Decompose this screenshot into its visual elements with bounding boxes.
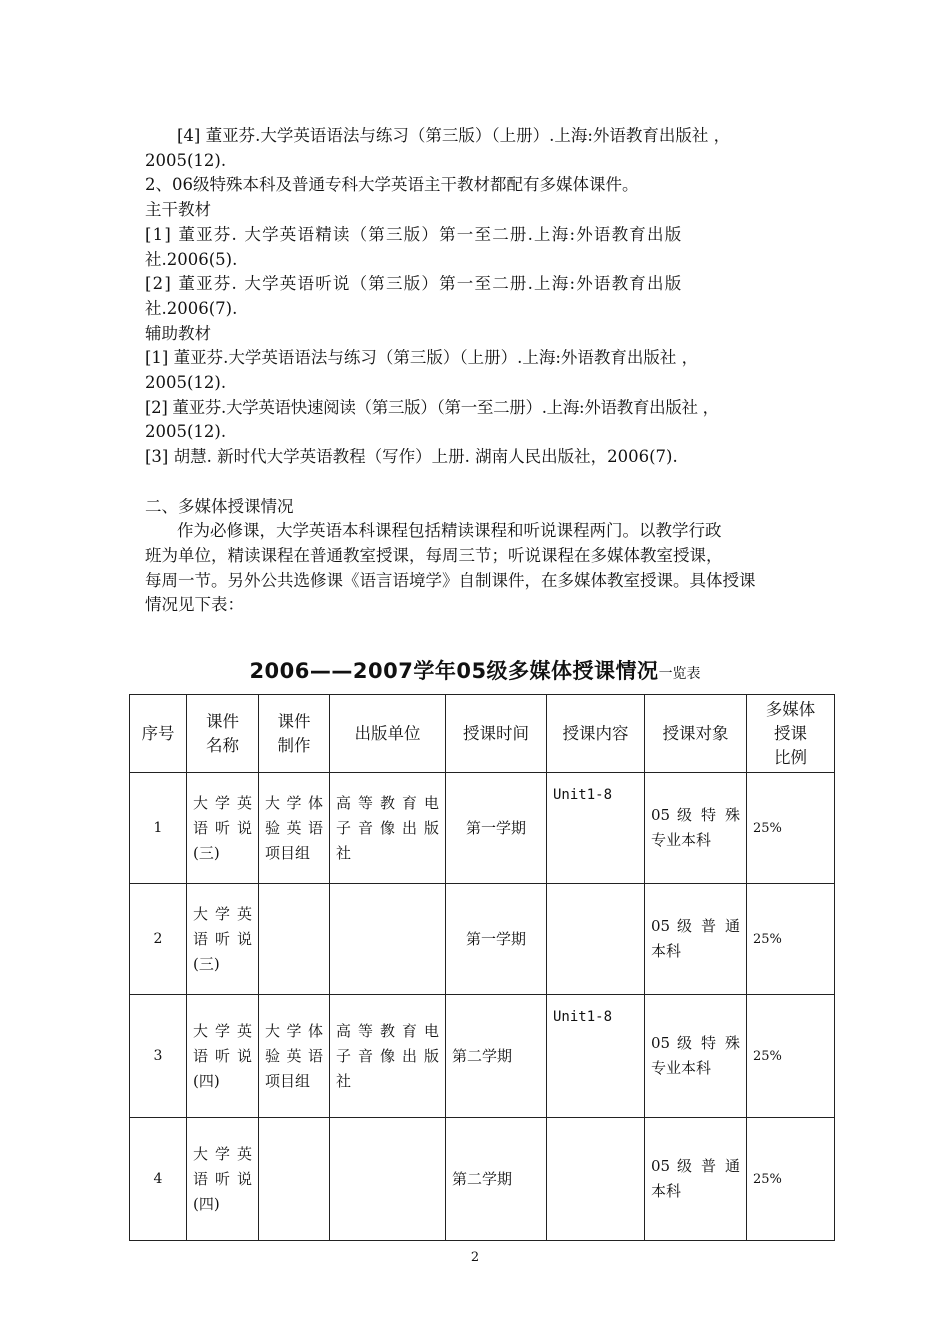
table-row	[130, 1118, 835, 1241]
cell-publisher: 高等教育电 子音像出版 社	[330, 773, 446, 884]
paragraph-line: 情况见下表：	[145, 595, 244, 615]
cell-publisher: 高等教育电 子音像出版 社	[330, 995, 446, 1118]
multimedia-course-table	[129, 694, 835, 1241]
reference-line: [1] 董亚芬. 大学英语精读（第三版）第一至二册.上海:外语教育出版	[145, 224, 683, 244]
table-title	[0, 655, 950, 685]
cell-content	[547, 884, 645, 995]
cell-ratio: 25%	[747, 884, 835, 995]
cell-maker	[259, 1118, 330, 1241]
cell-publisher	[330, 884, 446, 995]
header-target: 授课对象	[645, 695, 747, 773]
section-heading: 二、多媒体授课情况	[145, 496, 294, 516]
cell-no: 1	[130, 773, 187, 884]
spacer	[145, 470, 815, 495]
header-content: 授课内容	[547, 695, 645, 773]
heading-aux-materials: 辅助教材	[145, 323, 211, 343]
header-ratio: 多媒体 授课 比例	[747, 695, 835, 773]
cell-name: 大学英 语听说 (三)	[187, 773, 259, 884]
header-time: 授课时间	[446, 695, 547, 773]
header-name: 课件 名称	[187, 695, 259, 773]
table-title-main: 2006——2007学年05级多媒体授课情况	[249, 659, 659, 683]
cell-time: 第二学期	[446, 1118, 547, 1241]
cell-ratio: 25%	[747, 1118, 835, 1241]
heading-main-materials: 主干教材	[145, 200, 211, 220]
cell-content: Unit1-8	[547, 773, 645, 884]
reference-line: 社.2006(5).	[145, 249, 238, 269]
cell-maker: 大学体 验英语 项目组	[259, 773, 330, 884]
cell-target: 05 级 特 殊 专业本科	[645, 995, 747, 1118]
reference-line: [3] 胡慧. 新时代大学英语教程（写作）上册. 湖南人民出版社，2006(7).	[145, 447, 678, 467]
table-title-suffix: 一览表	[658, 666, 701, 682]
cell-name: 大学英 语听说 (四)	[187, 1118, 259, 1241]
cell-maker	[259, 884, 330, 995]
reference-line: 2005(12).	[145, 422, 227, 442]
reference-line: [2] 董亚芬.大学英语快速阅读（第三版）（第一至二册）.上海:外语教育出版社 ，	[145, 397, 719, 417]
cell-time: 第一学期	[446, 884, 547, 995]
statement-line: 2、06级特殊本科及普通专科大学英语主干教材都配有多媒体课件。	[145, 175, 639, 195]
reference-line: 2005(12).	[145, 150, 227, 170]
cell-ratio: 25%	[747, 995, 835, 1118]
paragraph-line: 每周一节。另外公共选修课《语言语境学》自制课件，在多媒体教室授课。具体授课	[145, 570, 756, 590]
paragraph-line: 作为必修课，大学英语本科课程包括精读课程和听说课程两门。以教学行政	[177, 521, 722, 541]
reference-line: [1] 董亚芬.大学英语语法与练习（第三版）（上册）.上海:外语教育出版社 ，	[145, 348, 699, 368]
reference-line: [2] 董亚芬. 大学英语听说（第三版）第一至二册.上海:外语教育出版	[145, 274, 683, 294]
cell-no: 4	[130, 1118, 187, 1241]
cell-content: Unit1-8	[547, 995, 645, 1118]
cell-time: 第二学期	[446, 995, 547, 1118]
cell-ratio: 25%	[747, 773, 835, 884]
page-number: 2	[470, 1250, 480, 1265]
reference-line: 2005(12).	[145, 373, 227, 393]
reference-line: [4] 董亚芬.大学英语语法与练习（第三版）（上册）.上海:外语教育出版社 ，	[177, 126, 731, 145]
header-maker: 课件 制作	[259, 695, 330, 773]
body-text	[145, 124, 815, 618]
header-publisher: 出版单位	[330, 695, 446, 773]
cell-content	[547, 1118, 645, 1241]
header-no: 序号	[130, 695, 187, 773]
cell-time: 第一学期	[446, 773, 547, 884]
cell-target: 05 级 普 通 本科	[645, 884, 747, 995]
paragraph-line: 班为单位，精读课程在普通教室授课，每周三节；听说课程在多媒体教室授课，	[145, 545, 723, 565]
table-row	[130, 995, 835, 1118]
cell-target: 05 级 普 通 本科	[645, 1118, 747, 1241]
cell-name: 大学英 语听说 (三)	[187, 884, 259, 995]
cell-target: 05 级 特 殊 专业本科	[645, 773, 747, 884]
table-row	[130, 884, 835, 995]
cell-no: 2	[130, 884, 187, 995]
table-row	[130, 773, 835, 884]
cell-publisher	[330, 1118, 446, 1241]
reference-line: 社.2006(7).	[145, 298, 238, 318]
cell-name: 大学英 语听说 (四)	[187, 995, 259, 1118]
cell-maker: 大学体 验英语 项目组	[259, 995, 330, 1118]
cell-no: 3	[130, 995, 187, 1118]
table-header-row	[130, 695, 835, 773]
